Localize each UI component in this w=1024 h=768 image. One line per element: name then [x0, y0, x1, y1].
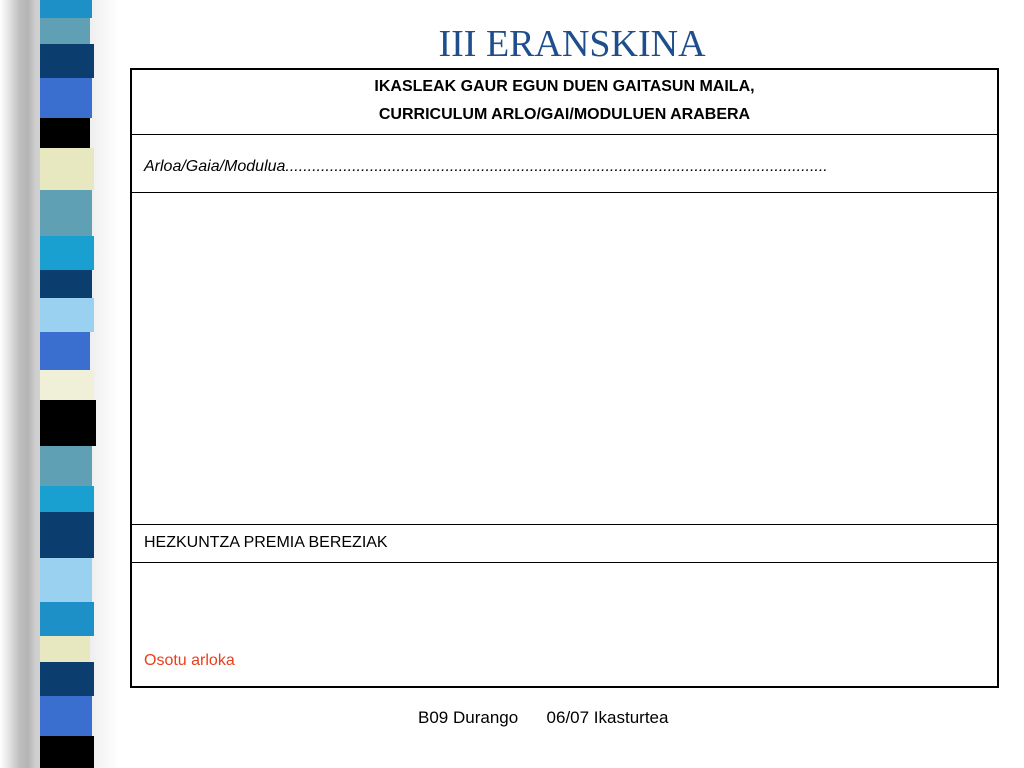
- blank-content-row: [132, 192, 997, 525]
- area-label: Arloa/Gaia/Modulua..........................................................................................................................: [144, 158, 828, 175]
- header-line-1: IKASLEAK GAUR EGUN DUEN GAITASUN MAILA,: [374, 78, 755, 95]
- header-line-2: CURRICULUM ARLO/GAI/MODULUEN ARABERA: [378, 106, 751, 123]
- footer-location: B09 Durango: [418, 708, 519, 727]
- decorative-ribbon: [40, 0, 96, 768]
- page-title: III ERANSKINA: [438, 23, 706, 65]
- footer: [418, 708, 668, 728]
- special-needs-label: HEZKUNTZA PREMIA BEREZIAK: [144, 534, 388, 551]
- assessment-table: [130, 68, 999, 688]
- footer-year: 06/07 Ikasturtea: [546, 708, 669, 727]
- complete-area-row: [132, 562, 997, 686]
- special-needs-row: [132, 524, 997, 563]
- table-header: [132, 70, 997, 135]
- area-row: [132, 134, 997, 193]
- complete-area-label: Osotu arloka: [144, 652, 235, 669]
